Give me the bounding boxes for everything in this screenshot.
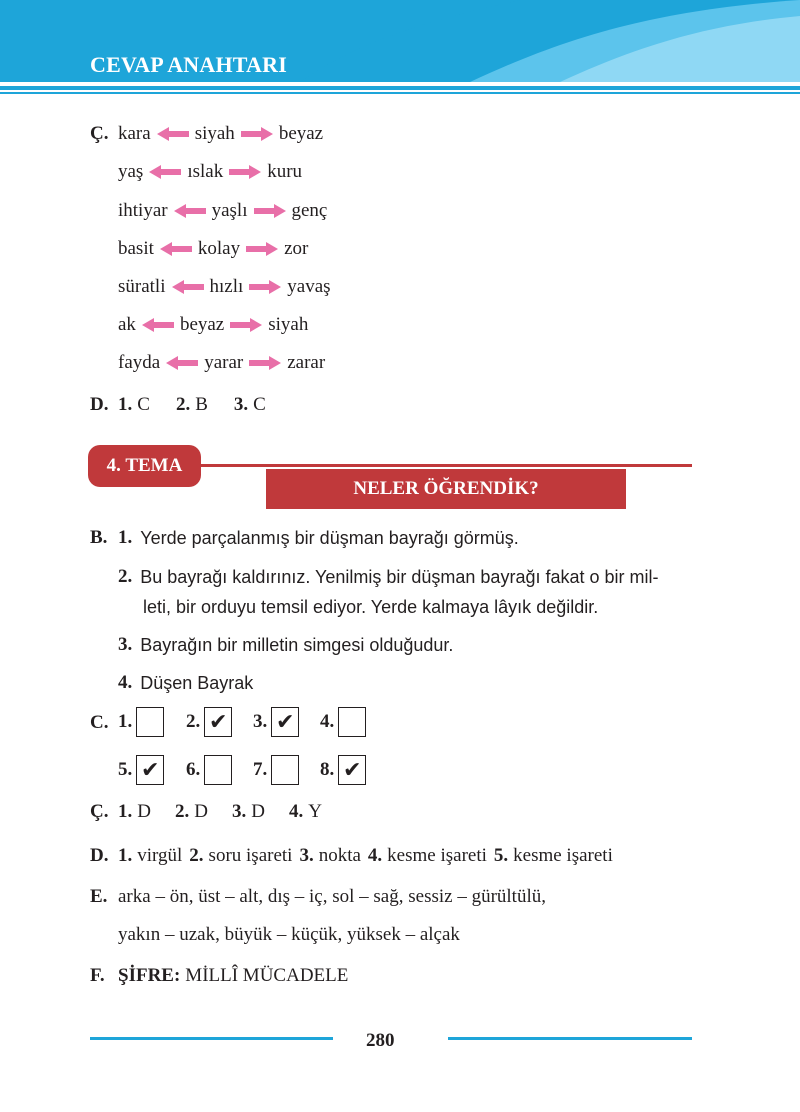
antonym-row bbox=[118, 313, 308, 337]
item-text: Bu bayrağı kaldırınız. Yenilmiş bir düşman bayrağı fakat o bir mil- bbox=[140, 566, 659, 587]
sifre-value: MİLLÎ MÜCADELE bbox=[185, 965, 349, 986]
section-b-item-continuation bbox=[143, 595, 598, 619]
answer-value: nokta bbox=[318, 845, 361, 866]
left-arrow-icon bbox=[142, 318, 174, 332]
section-d-bottom-label: D. bbox=[90, 845, 109, 866]
footer-line-left bbox=[90, 1037, 333, 1040]
word-right: zor bbox=[284, 238, 309, 259]
right-arrow-icon bbox=[249, 280, 281, 294]
section-d-top-answers bbox=[118, 393, 266, 417]
checkbox[interactable] bbox=[204, 755, 232, 785]
antonym-row bbox=[118, 122, 323, 146]
checkbox[interactable]: ✔ bbox=[271, 707, 299, 737]
sifre-key: ŞİFRE: bbox=[118, 965, 181, 986]
word-left: fayda bbox=[118, 352, 161, 373]
right-arrow-icon bbox=[229, 165, 261, 179]
item-text: Yerde parçalanmış bir düşman bayrağı görmüş. bbox=[140, 527, 519, 548]
answer-num: 4. bbox=[367, 845, 383, 866]
answer-value: soru işareti bbox=[208, 845, 293, 866]
word-left: yaş bbox=[118, 161, 144, 182]
section-b-item bbox=[118, 526, 519, 550]
word-middle: siyah bbox=[194, 123, 235, 144]
checkbox[interactable]: ✔ bbox=[338, 755, 366, 785]
answer-num: 1. bbox=[118, 801, 133, 822]
answer-value: D bbox=[137, 801, 151, 822]
antonym-row bbox=[118, 237, 308, 261]
right-arrow-icon bbox=[254, 204, 286, 218]
answer-num: 2. bbox=[189, 845, 204, 866]
section-e-line2: yakın – uzak, büyük – küçük, yüksek – alçak bbox=[118, 924, 460, 945]
section-d-top-label: D. bbox=[90, 394, 109, 415]
answer-num: 4. bbox=[288, 801, 304, 822]
check-num: 3. bbox=[253, 711, 268, 732]
answer-value: B bbox=[195, 394, 208, 415]
answer-value: kesme işareti bbox=[513, 845, 613, 866]
answer-num: 2. bbox=[175, 394, 191, 415]
item-num: 4. bbox=[118, 672, 133, 693]
answer-num: 3. bbox=[231, 801, 247, 822]
word-left: kara bbox=[118, 123, 151, 144]
answer-value: D bbox=[251, 801, 265, 822]
check-num: 8. bbox=[320, 759, 335, 780]
antonym-row bbox=[118, 351, 325, 375]
word-middle: yaşlı bbox=[211, 200, 248, 221]
item-text: Bayrağın bir milletin simgesi olduğudur. bbox=[140, 634, 454, 655]
word-right: zarar bbox=[287, 352, 326, 373]
answer-value: C bbox=[253, 394, 266, 415]
check-item-4 bbox=[320, 707, 366, 737]
word-left: süratli bbox=[118, 276, 166, 297]
check-item-5 bbox=[118, 755, 164, 785]
word-right: beyaz bbox=[278, 123, 324, 144]
left-arrow-icon bbox=[157, 127, 189, 141]
left-arrow-icon bbox=[172, 280, 204, 294]
answer-value: kesme işareti bbox=[387, 845, 487, 866]
check-item-7 bbox=[253, 755, 299, 785]
word-right: genç bbox=[291, 200, 328, 221]
word-left: ak bbox=[118, 314, 136, 335]
check-item-3 bbox=[253, 707, 299, 737]
page-number: 280 bbox=[366, 1030, 395, 1051]
section-c-cedilla-top-label: Ç. bbox=[90, 123, 109, 144]
check-item-2 bbox=[186, 707, 232, 737]
answer-num: 3. bbox=[233, 394, 249, 415]
word-left: ihtiyar bbox=[118, 200, 168, 221]
tema-divider-line bbox=[200, 464, 692, 467]
check-num: 7. bbox=[253, 759, 268, 780]
page-header-title: CEVAP ANAHTARI bbox=[90, 52, 287, 77]
right-arrow-icon bbox=[230, 318, 262, 332]
checkbox[interactable] bbox=[271, 755, 299, 785]
check-num: 4. bbox=[320, 711, 335, 732]
answer-num: 5. bbox=[493, 845, 509, 866]
check-item-1 bbox=[118, 707, 164, 737]
right-arrow-icon bbox=[241, 127, 273, 141]
check-num: 1. bbox=[118, 711, 133, 732]
section-b-item bbox=[118, 565, 659, 589]
section-d-bottom-answers bbox=[118, 844, 613, 868]
section-b-label: B. bbox=[90, 527, 108, 548]
left-arrow-icon bbox=[166, 356, 198, 370]
left-arrow-icon bbox=[160, 242, 192, 256]
answer-value: C bbox=[137, 394, 150, 415]
check-item-6 bbox=[186, 755, 232, 785]
antonym-row bbox=[118, 199, 327, 223]
right-arrow-icon bbox=[246, 242, 278, 256]
answer-value: Y bbox=[308, 801, 322, 822]
header-banner bbox=[0, 0, 800, 100]
item-text: leti, bir orduyu temsil ediyor. Yerde kalmaya lâyık değildir. bbox=[143, 596, 599, 617]
footer-line-right bbox=[448, 1037, 692, 1040]
checkbox[interactable]: ✔ bbox=[204, 707, 232, 737]
answer-num: 1. bbox=[118, 845, 133, 866]
section-f-label: F. bbox=[90, 965, 105, 986]
check-item-8 bbox=[320, 755, 366, 785]
tema-badge: 4. TEMA bbox=[88, 445, 201, 487]
check-num: 2. bbox=[186, 711, 201, 732]
section-e-label: E. bbox=[90, 886, 108, 907]
word-right: yavaş bbox=[287, 276, 331, 297]
antonym-row bbox=[118, 275, 331, 299]
word-right: kuru bbox=[267, 161, 303, 182]
word-middle: kolay bbox=[197, 238, 241, 259]
word-middle: beyaz bbox=[179, 314, 225, 335]
section-b-item bbox=[118, 671, 253, 695]
section-f-answer bbox=[118, 964, 348, 988]
item-num: 1. bbox=[118, 527, 133, 548]
item-text: Düşen Bayrak bbox=[140, 672, 254, 693]
answer-value: virgül bbox=[137, 845, 183, 866]
left-arrow-icon bbox=[149, 165, 181, 179]
word-left: basit bbox=[118, 238, 154, 259]
word-right: siyah bbox=[268, 314, 309, 335]
word-middle: yarar bbox=[204, 352, 244, 373]
answer-value: D bbox=[194, 801, 208, 822]
answer-num: 3. bbox=[299, 845, 314, 866]
section-c-cedilla-bottom-label: Ç. bbox=[90, 801, 109, 822]
section-e-line1: arka – ön, üst – alt, dış – iç, sol – sağ, sessiz – gürültülü, bbox=[118, 886, 546, 907]
neler-ogrendik-title: NELER ÖĞRENDİK? bbox=[266, 469, 626, 509]
antonym-row bbox=[118, 160, 302, 184]
item-num: 2. bbox=[118, 566, 133, 587]
section-c-label: C. bbox=[90, 712, 109, 733]
check-num: 5. bbox=[118, 759, 133, 780]
checkbox[interactable] bbox=[136, 707, 164, 737]
checkbox[interactable]: ✔ bbox=[136, 755, 164, 785]
answer-num: 1. bbox=[118, 394, 133, 415]
left-arrow-icon bbox=[174, 204, 206, 218]
section-c-cedilla-bottom-answers bbox=[118, 800, 322, 824]
right-arrow-icon bbox=[249, 356, 281, 370]
word-middle: ıslak bbox=[187, 161, 224, 182]
section-b-item bbox=[118, 633, 453, 657]
answer-num: 2. bbox=[174, 801, 190, 822]
word-middle: hızlı bbox=[209, 276, 244, 297]
checkbox[interactable] bbox=[338, 707, 366, 737]
item-num: 3. bbox=[118, 634, 133, 655]
check-num: 6. bbox=[186, 759, 201, 780]
